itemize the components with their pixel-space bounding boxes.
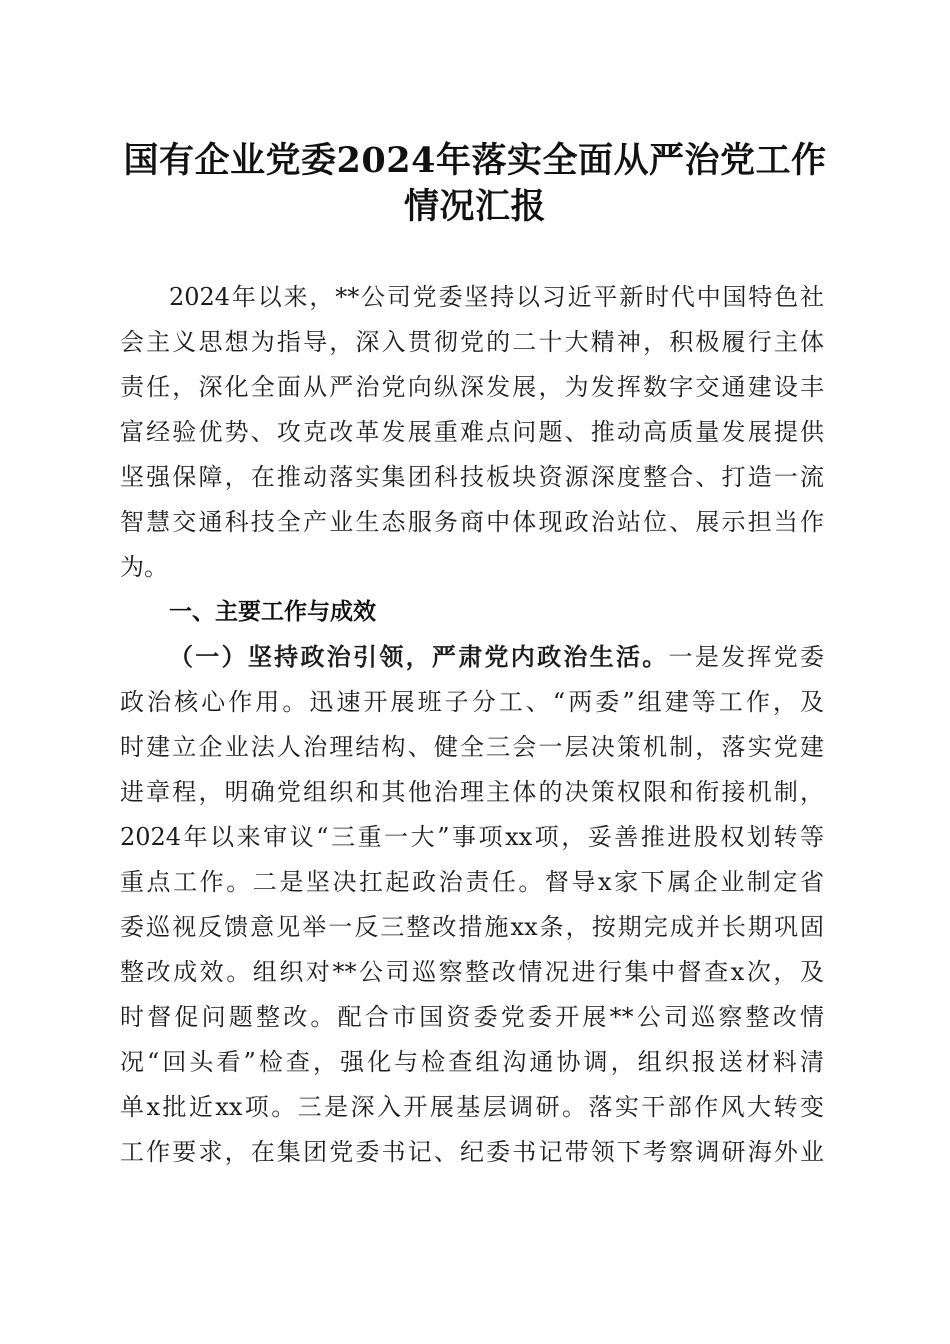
document-title-line-2: 情况汇报 (403, 186, 546, 227)
intro-line-3: 责任，深化全面从严治党向纵深发展，为发挥数字交通建设丰 (120, 373, 824, 401)
subsection-1-title: （一）坚持政治引领，严肃党内政治生活。 (169, 642, 669, 671)
body-line-8: 时督促问题整改。配合市国资委党委开展**公司巡察整改情 (120, 1003, 824, 1031)
section-heading-1: 一、主要工作与成效 (169, 599, 376, 625)
body-line-2: 时建立企业法人治理结构、健全三会一层决策机制，落实党建 (120, 733, 824, 761)
intro-line-7: 为。 (120, 553, 168, 581)
intro-line-4: 富经验优势、攻克改革发展重难点问题、推动高质量发展提供 (120, 418, 824, 446)
subsection-1-first-line (169, 636, 824, 678)
body-line-7: 整改成效。组织对**公司巡察整改情况进行集中督查x次，及 (120, 958, 824, 986)
body-line-4: 2024年以来审议“三重一大”事项xx项，妥善推进股权划转等 (120, 823, 824, 851)
body-line-5: 重点工作。二是坚决扛起政治责任。督导x家下属企业制定省 (120, 868, 824, 896)
document-title-line-1: 国有企业党委2024年落实全面从严治党工作 (123, 140, 827, 181)
body-line-3: 进章程，明确党组织和其他治理主体的决策权限和衔接机制， (120, 778, 824, 806)
intro-line-6: 智慧交通科技全产业生态服务商中体现政治站位、展示担当作 (120, 508, 824, 536)
body-line-10: 单x批近xx项。三是深入开展基层调研。落实干部作风大转变 (120, 1093, 824, 1121)
body-line-11: 工作要求，在集团党委书记、纪委书记带领下考察调研海外业 (120, 1138, 824, 1166)
body-line-9: 况“回头看”检查，强化与检查组沟通协调，组织报送材料清 (120, 1048, 824, 1076)
intro-line-5: 坚强保障，在推动落实集团科技板块资源深度整合、打造一流 (120, 463, 824, 491)
body-line-1: 政治核心作用。迅速开展班子分工、“两委”组建等工作，及 (120, 688, 824, 716)
subsection-1-first-rest: 一是发挥党委 (668, 643, 825, 671)
intro-line-1: 2024年以来，**公司党委坚持以习近平新时代中国特色社 (169, 283, 824, 311)
intro-line-2: 会主义思想为指导，深入贯彻党的二十大精神，积极履行主体 (120, 328, 824, 356)
body-line-6: 委巡视反馈意见举一反三整改措施xx条，按期完成并长期巩固 (120, 913, 824, 941)
